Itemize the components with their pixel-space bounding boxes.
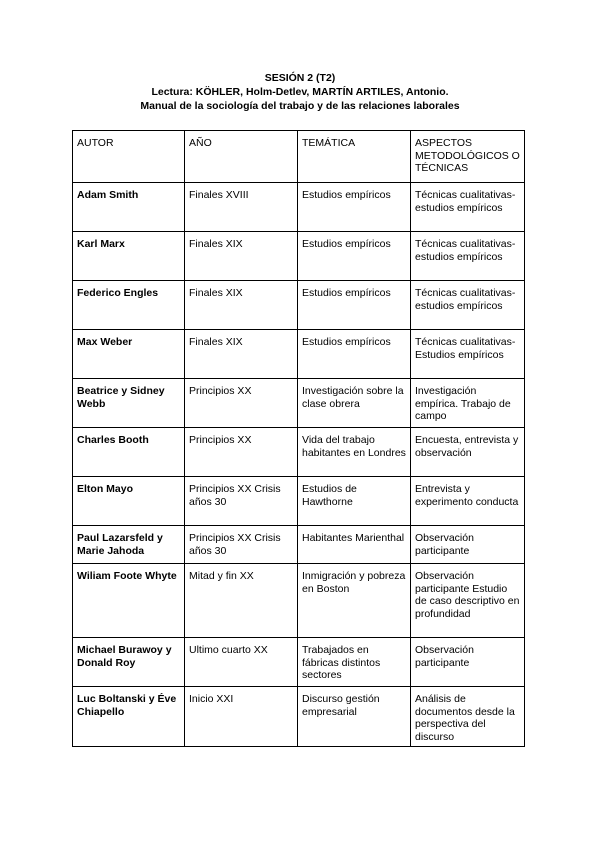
cell-ano: Finales XIX	[185, 330, 298, 379]
cell-aspectos: Técnicas cualitativas-estudios empíricos	[411, 232, 525, 281]
cell-ano: Inicio XXI	[185, 687, 298, 747]
table-row	[73, 428, 525, 477]
cell-tematica: Estudios empíricos	[298, 281, 411, 330]
cell-tematica: Estudios empíricos	[298, 183, 411, 232]
cell-tematica: Habitantes Marienthal	[298, 526, 411, 564]
cell-autor: Michael Burawoy y Donald Roy	[73, 638, 185, 687]
cell-aspectos: Observación participante Estudio de caso descriptivo en profundidad	[411, 564, 525, 638]
table-row	[73, 477, 525, 526]
cell-tematica: Estudios empíricos	[298, 330, 411, 379]
session-title: SESIÓN 2 (T2)	[264, 72, 336, 84]
table-row	[73, 526, 525, 564]
table-header-row	[73, 131, 525, 183]
cell-ano: Finales XVIII	[185, 183, 298, 232]
table-row	[73, 281, 525, 330]
authors-table	[72, 130, 525, 747]
table-row	[73, 379, 525, 428]
cell-autor: Beatrice y Sidney Webb	[73, 379, 185, 428]
cell-tematica: Estudios de Hawthorne	[298, 477, 411, 526]
column-header-aspectos: ASPECTOS METODOLÓGICOS O TÉCNICAS	[411, 131, 525, 183]
cell-aspectos: Observación participante	[411, 526, 525, 564]
column-header-ano: AÑO	[185, 131, 298, 183]
cell-ano: Finales XIX	[185, 232, 298, 281]
cell-tematica: Estudios empíricos	[298, 232, 411, 281]
table-row	[73, 564, 525, 638]
document-header	[0, 71, 600, 113]
cell-autor: Wiliam Foote Whyte	[73, 564, 185, 638]
cell-aspectos: Encuesta, entrevista y observación	[411, 428, 525, 477]
table-row	[73, 687, 525, 747]
cell-tematica: Vida del trabajo habitantes en Londres	[298, 428, 411, 477]
cell-ano: Mitad y fin XX	[185, 564, 298, 638]
cell-autor: Paul Lazarsfeld y Marie Jahoda	[73, 526, 185, 564]
cell-autor: Elton Mayo	[73, 477, 185, 526]
reading-reference: Lectura: KÖHLER, Holm-Detlev, MARTÍN ARTILES, Antonio.	[151, 86, 449, 98]
cell-autor: Charles Booth	[73, 428, 185, 477]
cell-aspectos: Análisis de documentos desde la perspectiva del discurso	[411, 687, 525, 747]
cell-aspectos: Entrevista y experimento conducta	[411, 477, 525, 526]
cell-aspectos: Técnicas cualitativas-Estudios empíricos	[411, 330, 525, 379]
cell-ano: Principios XX Crisis años 30	[185, 526, 298, 564]
table-row	[73, 183, 525, 232]
cell-autor: Karl Marx	[73, 232, 185, 281]
cell-autor: Max Weber	[73, 330, 185, 379]
cell-tematica: Inmigración y pobreza en Boston	[298, 564, 411, 638]
cell-aspectos: Técnicas cualitativas-estudios empíricos	[411, 281, 525, 330]
table-row	[73, 232, 525, 281]
cell-aspectos: Técnicas cualitativas-estudios empíricos	[411, 183, 525, 232]
cell-ano: Ultimo cuarto XX	[185, 638, 298, 687]
column-header-autor: AUTOR	[73, 131, 185, 183]
cell-aspectos: Investigación empírica. Trabajo de campo	[411, 379, 525, 428]
manual-title: Manual de la sociología del trabajo y de las relaciones laborales	[140, 100, 460, 112]
cell-tematica: Trabajados en fábricas distintos sectores	[298, 638, 411, 687]
cell-tematica: Discurso gestión empresarial	[298, 687, 411, 747]
cell-tematica: Investigación sobre la clase obrera	[298, 379, 411, 428]
cell-autor: Luc Boltanski y Éve Chiapello	[73, 687, 185, 747]
column-header-tematica: TEMÁTICA	[298, 131, 411, 183]
table-row	[73, 330, 525, 379]
cell-autor: Federico Engles	[73, 281, 185, 330]
cell-aspectos: Observación participante	[411, 638, 525, 687]
table-row	[73, 638, 525, 687]
cell-ano: Finales XIX	[185, 281, 298, 330]
cell-ano: Principios XX	[185, 428, 298, 477]
cell-ano: Principios XX Crisis años 30	[185, 477, 298, 526]
cell-ano: Principios XX	[185, 379, 298, 428]
cell-autor: Adam Smith	[73, 183, 185, 232]
